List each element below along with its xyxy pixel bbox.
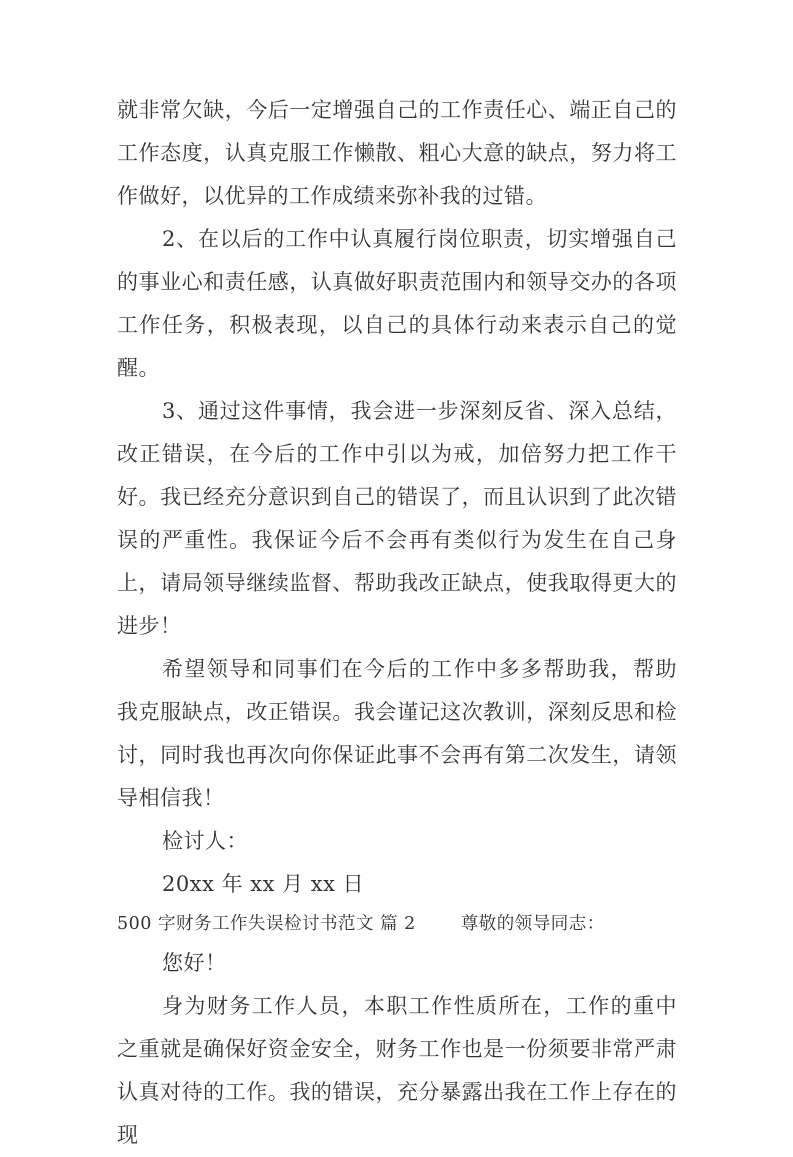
section-heading (117, 906, 677, 942)
date-line: 20xx 年 xx 月 xx 日 (162, 872, 365, 896)
section-title: 500 字财务工作失误检讨书范文 篇 2 (117, 914, 416, 934)
paragraph-point-2: 2、在以后的工作中认真履行岗位职责，切实增强自己的事业心和责任感，认真做好职责范围内和领导交办的各项工作任务，积极表现，以自己的具体行动来表示自己的觉醒。 (117, 227, 677, 380)
paragraph-point-3: 3、通过这件事情，我会进一步深刻反省、深入总结，改正错误，在今后的工作中引以为戒，加倍努力把工作干好。我已经充分意识到自己的错误了，而且认识到了此次错误的严重性。我保证今后不会再有类似行为发生在自己身上，请局领导继续监督、帮助我改正缺点，使我取得更大的进步！ (117, 399, 677, 638)
paragraph-body-piece2: 身为财务工作人员，本职工作性质所在，工作的重中之重就是确保好资金安全，财务工作也是一份须要非常严肃认真对待的工作。我的错误，充分暴露出我在工作上存在的现 (117, 994, 677, 1147)
greeting-line: 您好！ (162, 951, 227, 975)
signature-line: 检讨人： (162, 829, 248, 853)
paragraph-continuation: 就非常欠缺，今后一定增强自己的工作责任心、端正自己的工作态度，认真克服工作懒散、粗心大意的缺点，努力将工作做好，以优异的工作成绩来弥补我的过错。 (117, 98, 677, 208)
salutation: 尊敬的领导同志： (460, 914, 605, 934)
paragraph-hope: 希望领导和同事们在今后的工作中多多帮助我，帮助我克服缺点，改正错误。我会谨记这次教训，深刻反思和检讨，同时我也再次向你保证此事不会再有第二次发生，请领导相信我！ (117, 657, 677, 810)
